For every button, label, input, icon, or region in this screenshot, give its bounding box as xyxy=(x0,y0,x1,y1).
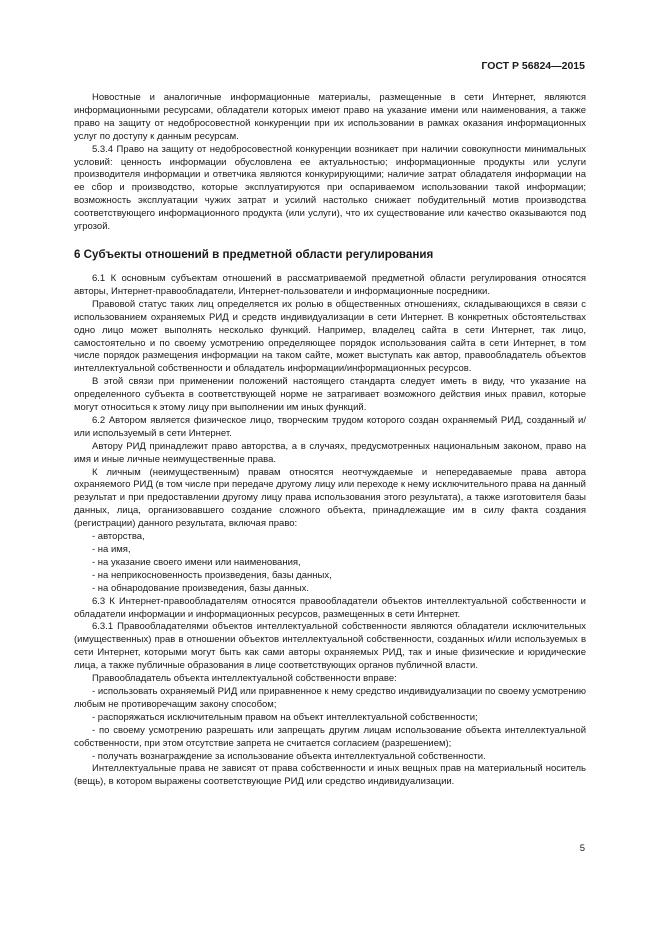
list-item: - по своему усмотрению разрешать или запрещать другим лицам использование объекта интеллектуальной собственности, при этом отсутствие запрета не считается согласием (разрешением); xyxy=(74,724,586,749)
list-item: - на обнародование произведения, базы данных. xyxy=(92,582,310,594)
paragraph: 6.2 Автором является физическое лицо, творческим трудом которого создан охраняемый РИД, созданный и/или используемый в сети Интернет. xyxy=(74,414,586,439)
list-item: - авторства, xyxy=(92,531,145,543)
paragraph: 6.3 К Интернет-правообладателям относятся правообладатели объектов интеллектуальной собственности и обладатели информации и информационных ресурсов, размещенных в сети Интернет. xyxy=(74,595,586,620)
list-item: - на имя, xyxy=(92,544,131,555)
list-item: - на неприкосновенность произведения, базы данных, xyxy=(92,569,332,581)
paragraph: Новостные и аналогичные информационные материалы, размещенные в сети Интернет, являются информационными ресурсами, обладатели которых имеют право на указание имени или наименования, а также право на защиту от недобросовестной конкуренции при их использовании в рамках оказания информационных услуг по доступу к данным ресурсам. xyxy=(74,92,586,142)
list-item: - получать вознаграждение за использование объекта интеллектуальной собственности. xyxy=(92,750,486,762)
paragraph: Правообладатель объекта интеллектуальной собственности вправе: xyxy=(92,673,397,685)
section-heading: 6 Субъекты отношений в предметной области регулирования xyxy=(74,247,434,261)
paragraph: 6.1 К основным субъектам отношений в рассматриваемой предметной области регулирования относятся авторы, Интернет-правообладатели, Интернет-пользователи и информационные посредники. xyxy=(74,272,586,297)
paragraph: 5.3.4 Право на защиту от недобросовестной конкуренции возникает при наличии совокупности минимальных условий: ценность информации обусловлена ее актуальностью; информационные продукты или услуги производителя информации и ответчика являются конкурирующими; наличие затрат обладателя информации на ее сбор и производство, которые эксплуатируются при оспариваемом использовании такой информации; возможность эксплуатации чужих затрат и усилий настолько снижает побудительный мотив производства соответствующего информационного продукта (или услуги), что их существование или качество оказываются под угрозой. xyxy=(74,143,586,233)
paragraph: К личным (неимущественным) правам относятся неотчуждаемые и непередаваемые права автора охраняемого РИД (в том числе при передаче другому лицу или переходе к нему исключительного права на данный результат и при предоставлении другому лицу права использования этого результата), а также изготовителя базы данных, лица, организовавшего создание сложного объекта, принадлежащие им в силу факта создания (регистрации) данного результата, включая право: xyxy=(74,466,586,530)
paragraph: 6.3.1 Правообладателями объектов интеллектуальной собственности являются обладатели исключительных (имущественных) прав в отношении объектов интеллектуальной собственности, созданных и/или используемых в сети Интернет, которыми могут быть как сами авторы охраняемых РИД, так и иные физические и юридические лица, а также публичные образования в лице соответствующих органов публичной власти. xyxy=(74,621,586,672)
paragraph: Правовой статус таких лиц определяется их ролью в общественных отношениях, складывающихся в связи с использованием охраняемых РИД и средств индивидуализации в сети Интернет. В конкретных обстоятельствах одно лицо может выполнять несколько функций. Например, владелец сайта в сети Интернет, так лицо, самостоятельно и по своему усмотрению определяющее порядок использования сайта в сети Интернет, в том числе порядок размещения информации на таком сайте, может выступать как автор, правообладатель объектов интеллектуальной собственности и обладатель информации/информационных ресурсов. xyxy=(74,298,586,375)
paragraph: В этой связи при применении положений настоящего стандарта следует иметь в виду, что указание на определенного субъекта в соответствующей норме не затрагивает возможного действия иных правил, которые могут относиться к этому лицу при выполнении им иных функций. xyxy=(74,376,586,414)
paragraph: Автору РИД принадлежит право авторства, а в случаях, предусмотренных национальным законом, право на имя и иные личные неимущественные права. xyxy=(74,440,586,465)
paragraph: Интеллектуальные права не зависят от права собственности и иных вещных прав на материальный носитель (вещь), в котором выражены соответствующие РИД или средство индивидуализации. xyxy=(74,763,586,788)
list-item: - использовать охраняемый РИД или приравненное к нему средство индивидуализации по своему усмотрению любым не противоречащим закону способом; xyxy=(74,685,586,710)
standard-header: ГОСТ Р 56824—2015 xyxy=(481,60,585,72)
list-item: - распоряжаться исключительным правом на объект интеллектуальной собственности; xyxy=(92,711,478,723)
page-number: 5 xyxy=(579,843,585,854)
list-item: - на указание своего имени или наименования, xyxy=(92,556,301,568)
document-body xyxy=(74,92,586,789)
